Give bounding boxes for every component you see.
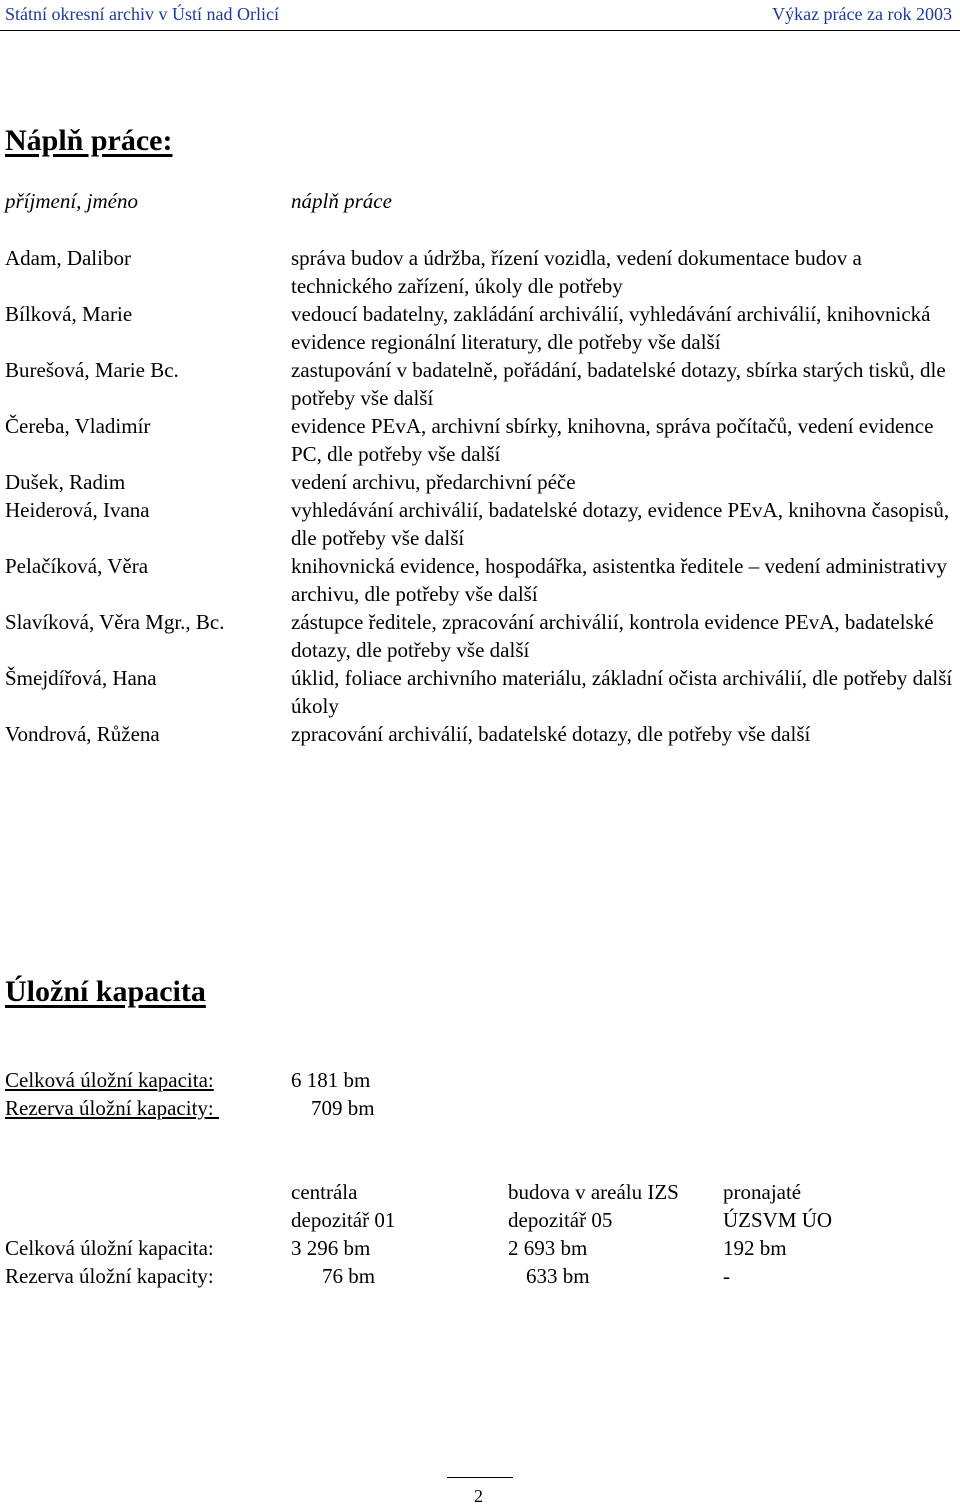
section-title-kapacita: Úložní kapacita (5, 975, 206, 1008)
staff-name: Vondrová, Růžena (5, 722, 160, 746)
page-number: 2 (474, 1486, 483, 1506)
staff-name: Pelačíková, Věra (5, 554, 149, 578)
column-subheader-izs: depozitář 05 (508, 1208, 613, 1232)
staff-name: Bílková, Marie (5, 302, 133, 326)
table-cell: 76 bm (322, 1264, 376, 1288)
staff-name: Dušek, Radim (5, 470, 126, 494)
summary-label: Rezerva úložní kapacity: (5, 1096, 219, 1120)
column-header-izs: budova v areálu IZS (508, 1180, 679, 1204)
staff-duties: zpracování archiválií, badatelské dotazy, dle potřeby vše další (291, 722, 811, 746)
table-cell: - (723, 1264, 730, 1288)
header-archive-name: Státní okresní archiv v Ústí nad Orlicí (5, 4, 279, 24)
table-cell: 633 bm (526, 1264, 590, 1288)
table-cell: 2 693 bm (508, 1236, 588, 1260)
staff-duties: zástupce ředitele, zpracování archiválií, kontrola evidence PEvA, badatelské dotazy, dle potřeby vše další (291, 610, 934, 662)
header-report-title: Výkaz práce za rok 2003 (772, 4, 952, 24)
header-rule (0, 30, 960, 31)
staff-duties: evidence PEvA, archivní sbírky, knihovna, správa počítačů, vedení evidence PC, dle potřeby vše další (291, 414, 934, 466)
staff-name: Šmejdířová, Hana (5, 666, 157, 690)
table-cell: 192 bm (723, 1236, 787, 1260)
footer-rule (447, 1477, 513, 1478)
table-row-label: Rezerva úložní kapacity: (5, 1264, 214, 1288)
staff-name: Adam, Dalibor (5, 246, 131, 270)
staff-duties: správa budov a údržba, řízení vozidla, vedení dokumentace budov a technického zařízení, úkoly dle potřeby (291, 246, 862, 298)
staff-name: Heiderová, Ivana (5, 498, 150, 522)
table-row-label: Celková úložní kapacita: (5, 1236, 214, 1260)
column-subheader-centrala: depozitář 01 (291, 1208, 396, 1232)
staff-duties: vedoucí badatelny, zakládání archiválií, vyhledávání archiválií, knihovnická evidence regionální literatury, dle potřeby vše další (291, 302, 931, 354)
staff-duties: zastupování v badatelně, pořádání, badatelské dotazy, sbírka starých tisků, dle potřeby vše další (291, 358, 946, 410)
summary-value: 709 bm (311, 1096, 375, 1120)
column-subheader-pronajate: ÚZSVM ÚO (723, 1208, 833, 1232)
column-header-pronajate: pronajaté (723, 1180, 802, 1204)
staff-duties: vyhledávání archiválií, badatelské dotazy, evidence PEvA, knihovna časopisů, dle potřeby vše další (291, 498, 950, 550)
section-title-napln: Náplň práce: (5, 124, 173, 157)
staff-name: Slavíková, Věra Mgr., Bc. (5, 610, 225, 634)
staff-duties: úklid, foliace archivního materiálu, základní očista archiválií, dle potřeby další úkoly (291, 666, 953, 718)
summary-value: 6 181 bm (291, 1068, 371, 1092)
table-cell: 3 296 bm (291, 1236, 371, 1260)
column-header-work: náplň práce (291, 189, 392, 213)
staff-name: Burešová, Marie Bc. (5, 358, 179, 382)
column-header-name: příjmení, jméno (5, 189, 138, 213)
staff-duties: vedení archivu, předarchivní péče (291, 470, 576, 494)
staff-name: Čereba, Vladimír (5, 414, 151, 438)
column-header-centrala: centrála (291, 1180, 358, 1204)
staff-duties: knihovnická evidence, hospodářka, asistentka ředitele – vedení administrativy archivu, dle potřeby vše další (291, 554, 948, 606)
summary-label: Celková úložní kapacita: (5, 1068, 214, 1092)
